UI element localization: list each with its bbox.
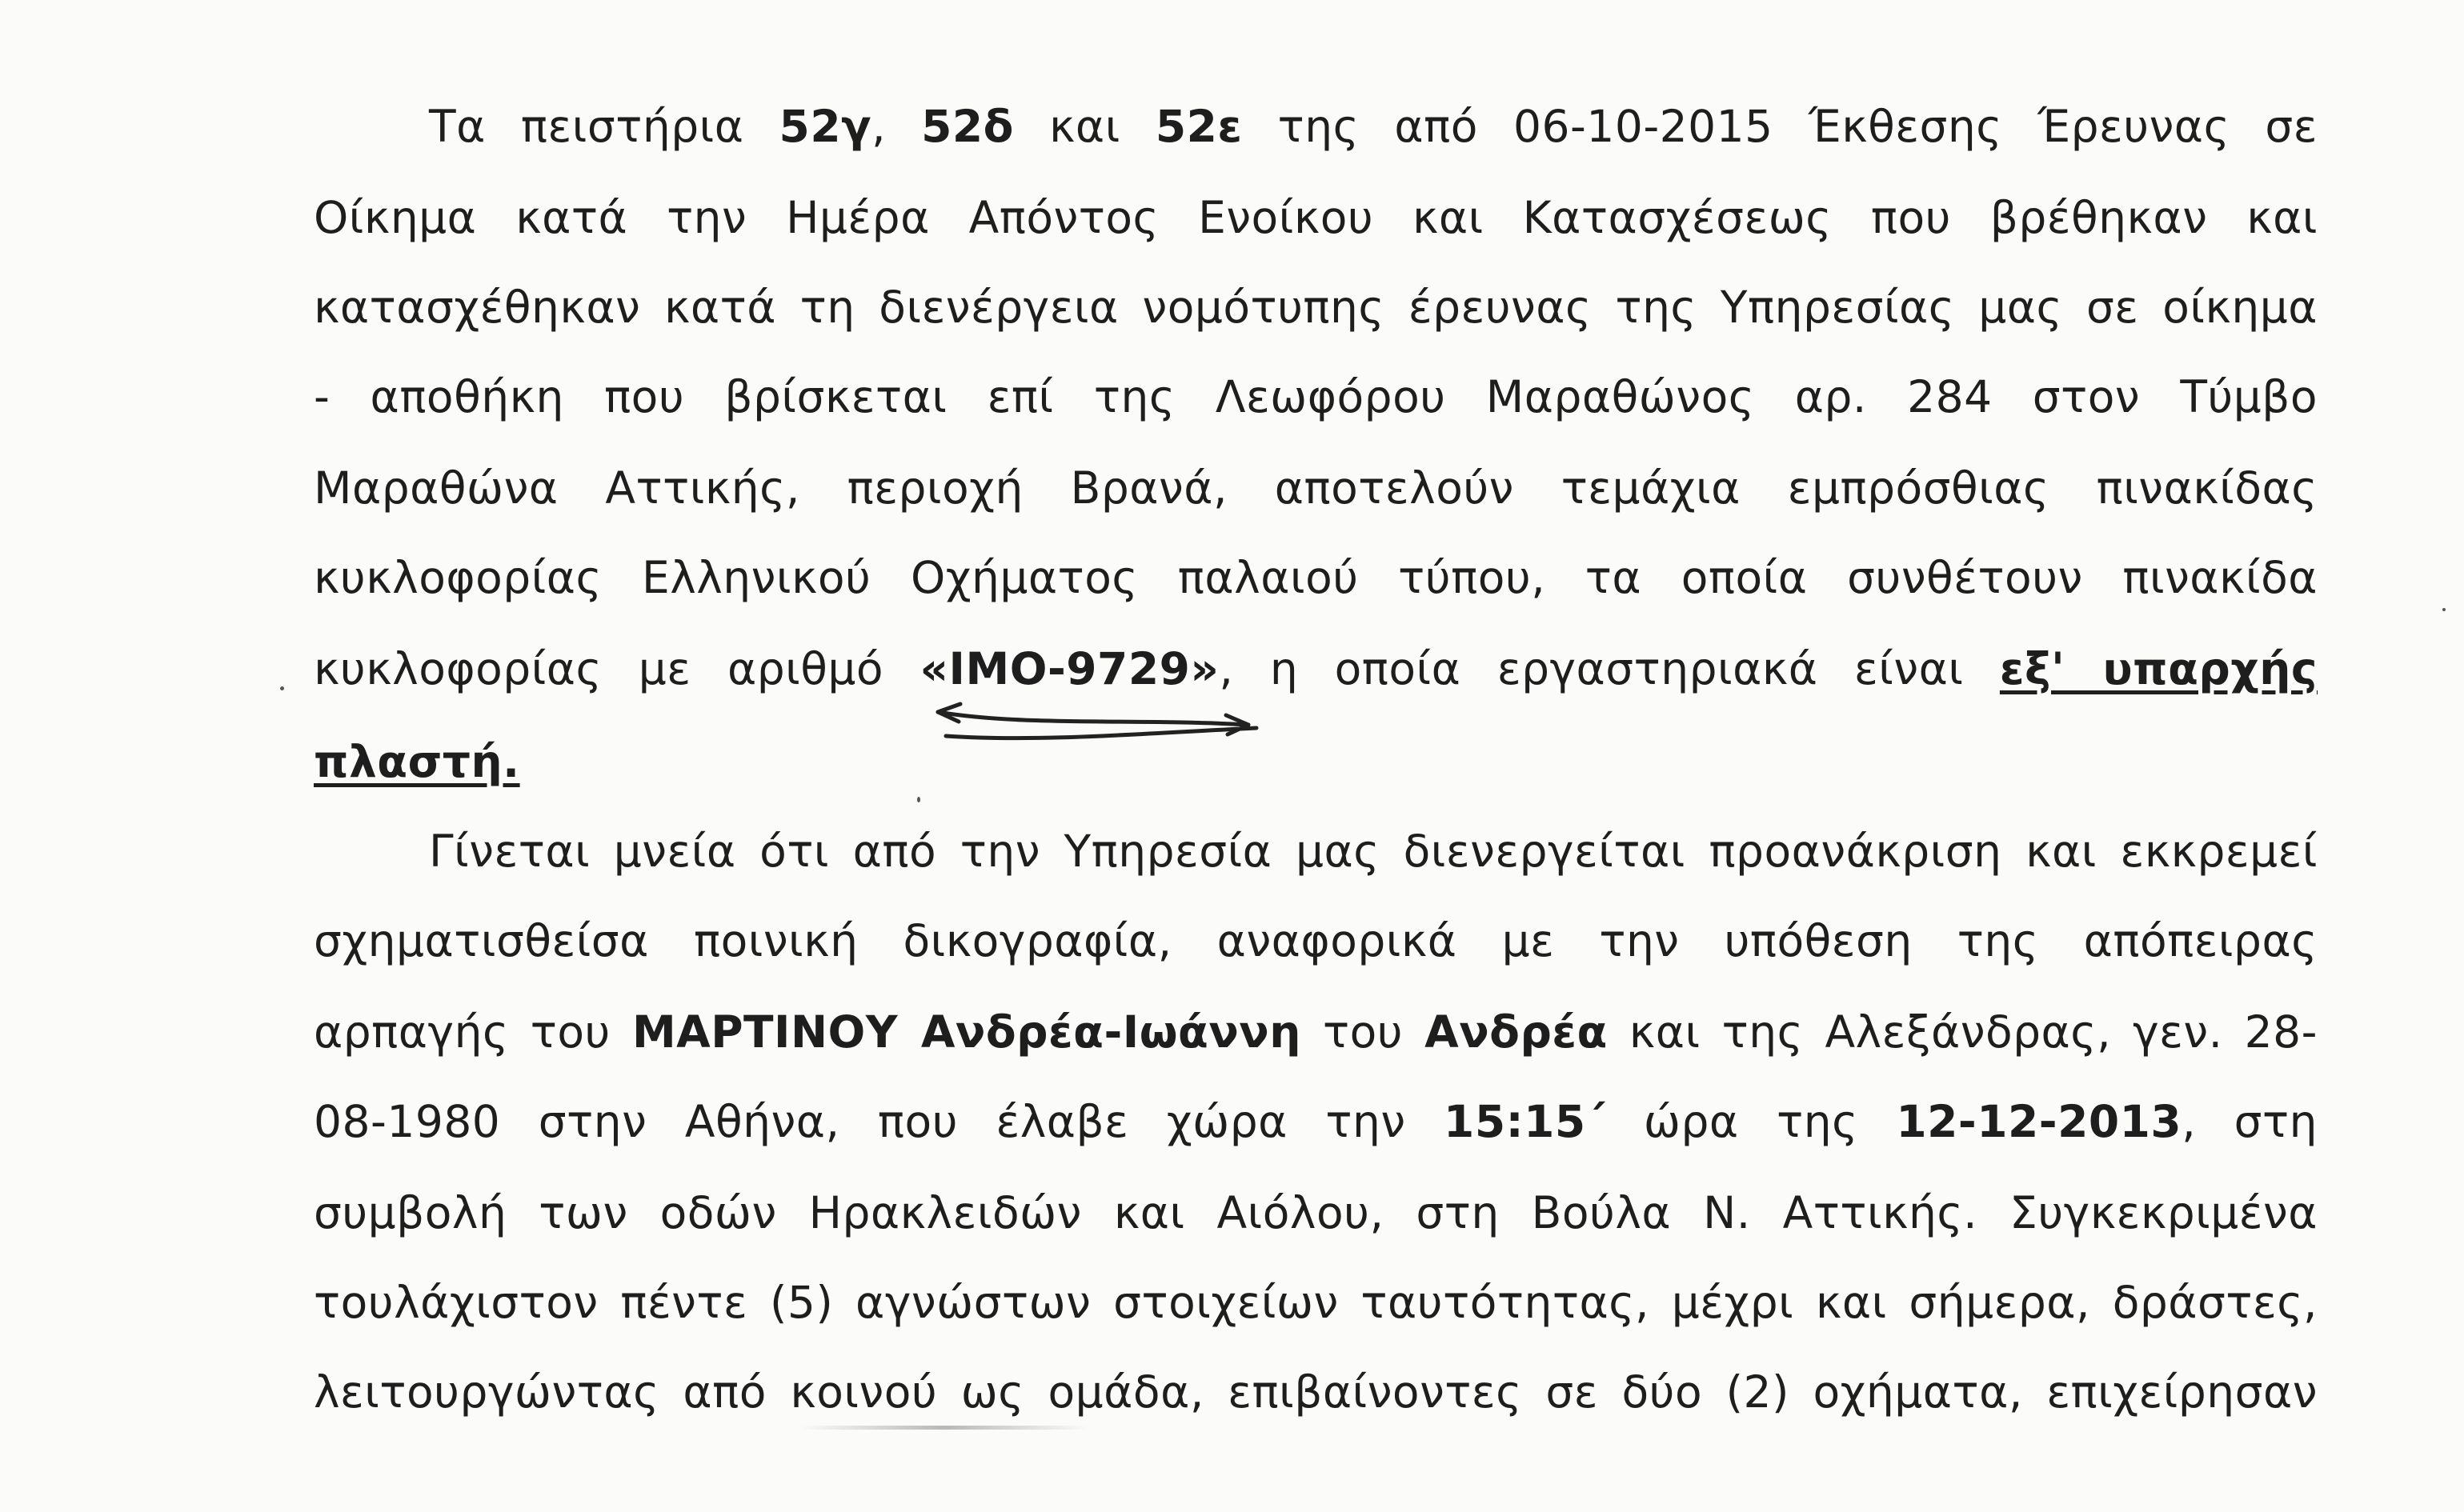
p1-line-7: κυκλοφορίας με αριθμό «ΙΜΟ-9729», η οποία εργαστηριακά είναι εξ' υπαρχής	[314, 643, 2318, 694]
exhibit-52e: 52ε	[1155, 101, 1243, 152]
scan-smudge	[800, 1426, 1088, 1430]
incident-date: 12-12-2013	[1896, 1096, 2182, 1147]
father-name: Ανδρέα	[1424, 1006, 1608, 1058]
incident-time: 15:15΄	[1444, 1096, 1606, 1147]
p1-line-5: Μαραθώνα Αττικής, περιοχή Βρανά, αποτελούν τεμάχια εμπρόσθιας πινακίδας	[314, 462, 2318, 514]
p2-line-4: 08-1980 στην Αθήνα, που έλαβε χώρα την 15:15΄ ώρα της 12-12-2013, στη	[314, 1096, 2318, 1147]
victim-name: ΜΑΡΤΙΝΟΥ Ανδρέα-Ιωάννη	[631, 1006, 1301, 1058]
p1-line-3: κατασχέθηκαν κατά τη διενέργεια νομότυπης έρευνας της Υπηρεσίας μας σε οίκημα	[314, 282, 2318, 333]
license-plate-number: «ΙΜΟ-9729»	[919, 643, 1220, 694]
p1-line-8	[314, 730, 520, 794]
handwritten-double-arrow	[928, 694, 1264, 758]
exhibit-52g: 52γ	[779, 101, 872, 152]
p1-line-1: Τα πειστήρια 52γ, 52δ και 52ε της από 06-10-2015 Έκθεσης Έρευνας σε	[429, 101, 2318, 152]
forgery-statement-end: πλαστή.	[314, 736, 520, 787]
exhibit-52d: 52δ	[921, 101, 1014, 152]
scan-speck	[2442, 608, 2446, 611]
p1-line-2: Οίκημα κατά την Ημέρα Απόντος Ενοίκου και Κατασχέσεως που βρέθηκαν και	[314, 192, 2318, 243]
p2-line-7: λειτουργώντας από κοινού ως ομάδα, επιβαίνοντες σε δύο (2) οχήματα, επιχείρησαν	[314, 1366, 2318, 1418]
forgery-statement: εξ' υπαρχής	[1999, 643, 2318, 694]
p2-line-1: Γίνεται μνεία ότι από την Υπηρεσία μας διενεργείται προανάκριση και εκκρεμεί	[429, 826, 2318, 877]
p2-line-2: σχηματισθείσα ποινική δικογραφία, αναφορικά με την υπόθεση της απόπειρας	[314, 915, 2318, 966]
p2-line-3: αρπαγής του ΜΑΡΤΙΝΟΥ Ανδρέα-Ιωάννη του Ανδρέα και της Αλεξάνδρας, γεν. 28-	[314, 1006, 2318, 1058]
p1-line-4: - αποθήκη που βρίσκεται επί της Λεωφόρου Μαραθώνος αρ. 284 στον Τύμβο	[314, 371, 2318, 422]
p2-line-5: συμβολή των οδών Ηρακλειδών και Αιόλου, στη Βούλα Ν. Αττικής. Συγκεκριμένα	[314, 1187, 2318, 1238]
scan-speck	[280, 686, 284, 690]
p1-line-6: κυκλοφορίας Ελληνικού Οχήματος παλαιού τύπου, τα οποία συνθέτουν πινακίδα	[314, 552, 2318, 603]
p2-line-6: τουλάχιστον πέντε (5) αγνώστων στοιχείων ταυτότητας, μέχρι και σήμερα, δράστες,	[314, 1277, 2318, 1328]
scan-speck	[917, 797, 920, 802]
